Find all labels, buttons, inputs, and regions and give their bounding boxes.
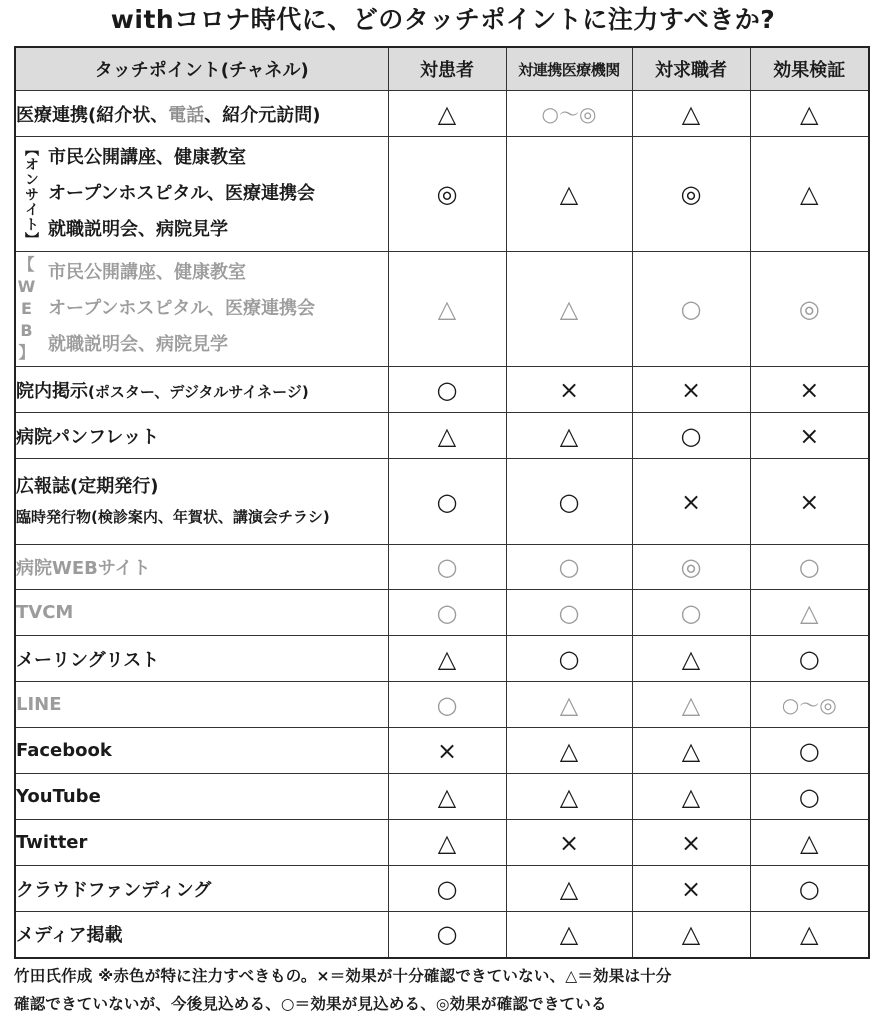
cell-institutions: △ [506,413,632,459]
cell-job-seekers: △ [632,728,750,774]
table-row [15,912,869,958]
cell-verification: ○ [750,545,869,590]
header-patients: 対患者 [388,47,506,91]
cell-patients: ○ [388,866,506,912]
cell-job-seekers: ○ [632,590,750,636]
label-line: オープンホスピタル、医療連携会 [48,298,315,319]
cell-patients: △ [388,91,506,137]
table-row [15,820,869,866]
table-row [15,774,869,820]
cell-institutions: × [506,367,632,413]
cell-patients: ○ [388,682,506,728]
cell-verification: ○〜◎ [750,682,869,728]
cell-institutions: △ [506,728,632,774]
cell-verification: ○ [750,774,869,820]
cell-verification: × [750,367,869,413]
footnote-line: 竹田氏作成 ※赤色が特に注力すべきもの。×＝効果が十分確認できていない、△＝効果は十分 [14,967,672,985]
group-char: W [17,277,37,296]
cell-job-seekers: ○ [632,413,750,459]
cell-patients: ○ [388,912,506,958]
group-char: 】 [18,343,36,362]
table-row [15,682,869,728]
row-label: YouTube [15,774,388,820]
cell-verification: ○ [750,728,869,774]
cell-institutions: ○ [506,590,632,636]
cell-patients: △ [388,252,506,367]
group-label-web [16,254,38,364]
row-label [15,252,388,367]
table-row [15,590,869,636]
cell-institutions: △ [506,137,632,252]
row-label: TVCM [15,590,388,636]
header-touchpoint: タッチポイント(チャネル) [15,47,388,91]
cell-patients: ○ [388,545,506,590]
cell-patients: ◎ [388,137,506,252]
cell-patients: △ [388,413,506,459]
group-char: 【 [18,255,36,274]
label-highlight: 電話 [168,104,205,126]
table-row [15,636,869,682]
cell-verification: △ [750,820,869,866]
header-verification: 効果検証 [750,47,869,91]
cell-verification: △ [750,91,869,137]
header-institutions: 対連携医療機関 [506,47,632,91]
table-row [15,367,869,413]
cell-verification: ○ [750,866,869,912]
label-line: 就職説明会、病院見学 [48,334,228,355]
cell-verification: △ [750,590,869,636]
cell-institutions: × [506,820,632,866]
row-label: Facebook [15,728,388,774]
label-part: (ポスター、デジタルサイネージ) [88,382,309,401]
header-job-seekers: 対求職者 [632,47,750,91]
cell-verification: ◎ [750,252,869,367]
row-label: Twitter [15,820,388,866]
cell-institutions: △ [506,866,632,912]
cell-job-seekers: × [632,820,750,866]
cell-job-seekers: ◎ [632,545,750,590]
label-part: 、紹介元訪問) [204,104,321,126]
cell-patients: ○ [388,459,506,545]
row-label [15,137,388,252]
cell-job-seekers: △ [632,774,750,820]
cell-patients: △ [388,820,506,866]
cell-verification: × [750,413,869,459]
label-line: 就職説明会、病院見学 [48,219,228,240]
cell-verification: × [750,459,869,545]
cell-institutions: △ [506,252,632,367]
table-row [15,866,869,912]
cell-verification: ○ [750,636,869,682]
cell-job-seekers: △ [632,91,750,137]
row-label [15,367,388,413]
table-row [15,137,869,252]
cell-patients: △ [388,774,506,820]
table-row [15,459,869,545]
footnote-line: 確認できていないが、今後見込める、○＝効果が見込める、◎効果が確認できている [14,995,607,1013]
cell-job-seekers: △ [632,682,750,728]
group-label-onsite: 【オンサイト】 [23,141,39,247]
table-row [15,545,869,590]
cell-job-seekers: △ [632,912,750,958]
label-line: 市民公開講座、健康教室 [48,262,246,283]
cell-verification: △ [750,912,869,958]
cell-job-seekers: × [632,866,750,912]
group-char: E [21,299,33,318]
label-line: オープンホスピタル、医療連携会 [48,183,315,204]
page-title: withコロナ時代に、どのタッチポイントに注力すべきか? [110,5,776,34]
label-line: 市民公開講座、健康教室 [48,147,246,168]
row-label: LINE [15,682,388,728]
cell-job-seekers: × [632,459,750,545]
cell-patients: ○ [388,590,506,636]
cell-institutions: ○ [506,636,632,682]
cell-job-seekers: ◎ [632,137,750,252]
group-char: B [20,321,34,340]
cell-institutions: ○ [506,459,632,545]
row-label [15,459,388,545]
footnote [14,962,872,1018]
touchpoint-table [14,46,870,959]
row-label: クラウドファンディング [15,866,388,912]
table-header-row [15,47,869,91]
label-part: 医療連携(紹介状、 [16,104,169,126]
cell-institutions: △ [506,912,632,958]
table-row [15,413,869,459]
row-label: 病院WEBサイト [15,545,388,590]
cell-institutions: ○〜◎ [506,91,632,137]
label-part: 院内掲示 [16,380,88,402]
row-label: 病院パンフレット [15,413,388,459]
table-row [15,91,869,137]
cell-job-seekers: × [632,367,750,413]
cell-patients: × [388,728,506,774]
cell-institutions: ○ [506,545,632,590]
table-row [15,252,869,367]
cell-verification: △ [750,137,869,252]
table-row [15,728,869,774]
row-label [15,91,388,137]
cell-patients: △ [388,636,506,682]
row-label: メディア掲載 [15,912,388,958]
cell-institutions: △ [506,774,632,820]
label-sub-line: 臨時発行物(検診案内、年賀状、講演会チラシ) [16,507,330,526]
row-label: メーリングリスト [15,636,388,682]
label-line: 広報誌(定期発行) [16,475,159,497]
cell-job-seekers: △ [632,636,750,682]
cell-institutions: △ [506,682,632,728]
cell-patients: ○ [388,367,506,413]
cell-job-seekers: ○ [632,252,750,367]
